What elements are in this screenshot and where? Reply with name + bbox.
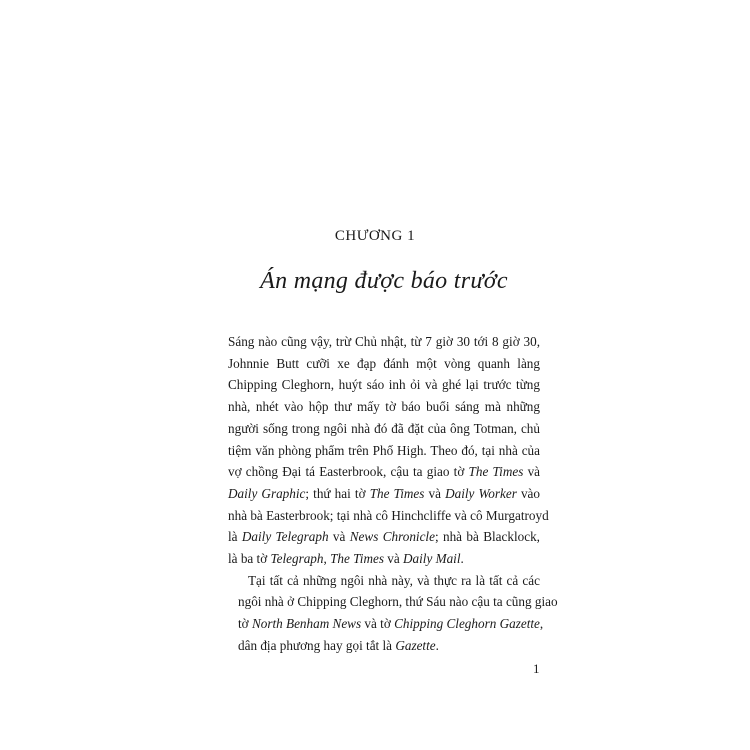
text-line: ngôi nhà ở Chipping Cleghorn, thứ Sáu nào cậu ta cũng giao [238,594,558,610]
chapter-number: CHƯƠNG 1 [334,228,416,244]
paragraph-2 [228,570,558,657]
body-text [228,331,558,657]
text-line: dân địa phương hay gọi tắt là Gazette. [238,637,439,653]
page-number: 1 [533,661,540,676]
text-line: Tại tất cả những ngôi nhà này, và thực ra là tất cả các [248,572,540,588]
text-line: tiệm văn phòng phẩm trên Phố High. Theo đó, tại nhà của [228,442,540,458]
text-line: nhà bà Easterbrook; tại nhà cô Hinchcliffe và cô Murgatroyd [228,507,549,523]
text-line: Chipping Cleghorn, huýt sáo inh ỏi và ghé lại trước từng [228,377,540,393]
text-line: là ba tờ Telegraph, The Times và Daily Mail. [228,551,464,567]
text-line: Sáng nào cũng vậy, trừ Chủ nhật, từ 7 giờ 30 tới 8 giờ 30, [228,334,540,349]
text-line: Johnnie Butt cưỡi xe đạp đánh một vòng quanh làng [228,355,540,371]
paragraph-1 [228,331,549,570]
text-line: người sống trong ngôi nhà đó đã đặt của ông Totman, chủ [228,420,540,436]
text-line: nhà, nhét vào hộp thư mấy tờ báo buổi sáng mà những [228,399,540,415]
text-line: tờ North Benham News và tờ Chipping Cleghorn Gazette, [238,616,544,632]
text-line: Daily Graphic; thứ hai tờ The Times và Daily Worker vào [228,485,541,501]
text-line: là Daily Telegraph và News Chronicle; nhà bà Blacklock, [228,529,540,545]
text-line: vợ chồng Đại tá Easterbrook, cậu ta giao tờ The Times và [228,464,541,480]
chapter-title: Án mạng được báo trước [260,268,508,294]
